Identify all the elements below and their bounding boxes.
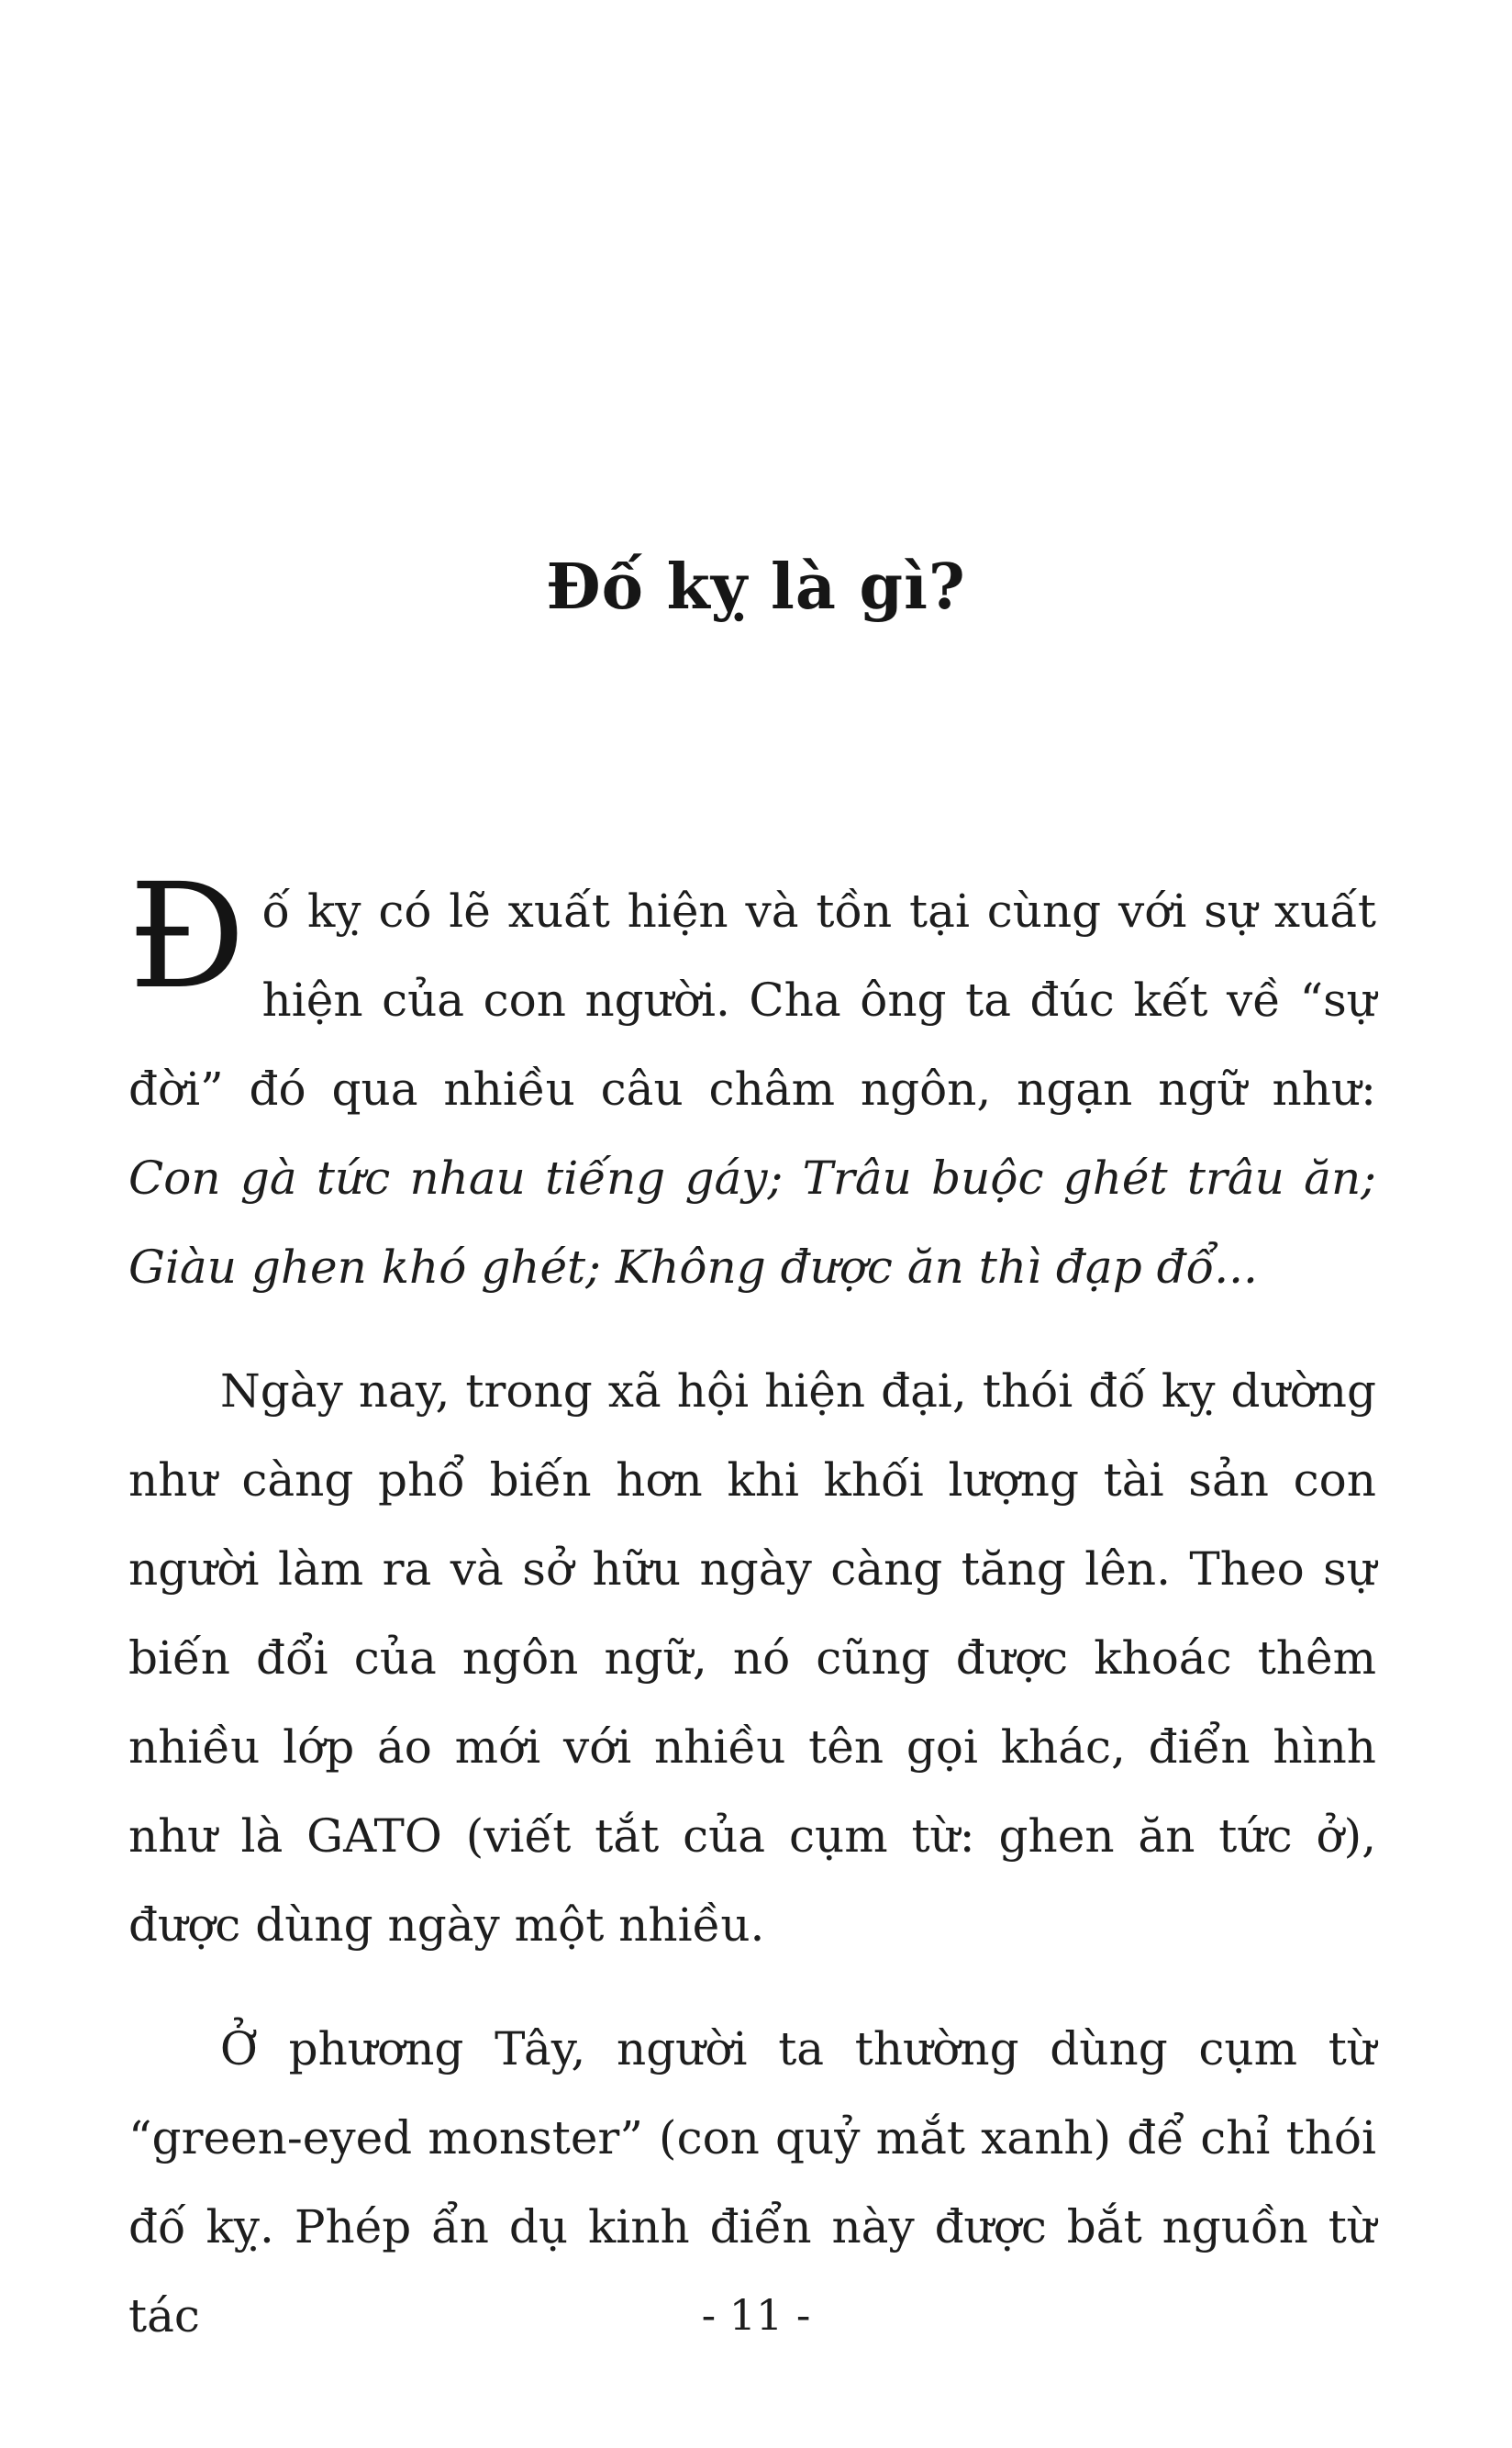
paragraph-1: [128, 852, 1376, 1312]
paragraph-2: Ngày nay, trong xã hội hiện đại, thói đố kỵ dường như càng phổ biến hơn khi khối lượng tài sản con người làm ra và sở hữu ngày càng tăng lên. Theo sự biến đổi của ngôn ngữ, nó cũng được khoác thêm nhiều lớp áo mới với nhiều tên gọi khác, điển hình như là GATO (viết tắt của cụm từ: ghen ăn tức ở), được dùng ngày một nhiều.: [128, 1364, 1376, 1952]
text-block: [0, 852, 1512, 2361]
paragraph-1-proverbs-italic: Con gà tức nhau tiếng gáy; Trâu buộc ghét trâu ăn; Giàu ghen khó ghét; Không được ăn thì đạp đổ...: [128, 1152, 1376, 1294]
page-number: - 11 -: [701, 2290, 811, 2340]
paragraph-1-text: ố kỵ có lẽ xuất hiện và tồn tại cùng với sự xuất hiện của con người. Cha ông ta đúc kết về “sự đời” đó qua nhiều câu châm ngôn, ngạn ngữ như:: [128, 885, 1376, 1116]
drop-cap: Đ: [128, 852, 246, 1021]
paragraph-3: Ở phương Tây, người ta thường dùng cụm từ “green-eyed monster” (con quỷ mắt xanh) để chỉ thói đố kỵ. Phép ẩn dụ kinh điển này được bắt nguồn từ tác: [128, 2022, 1376, 2342]
chapter-title: Đố kỵ là gì?: [546, 551, 966, 624]
